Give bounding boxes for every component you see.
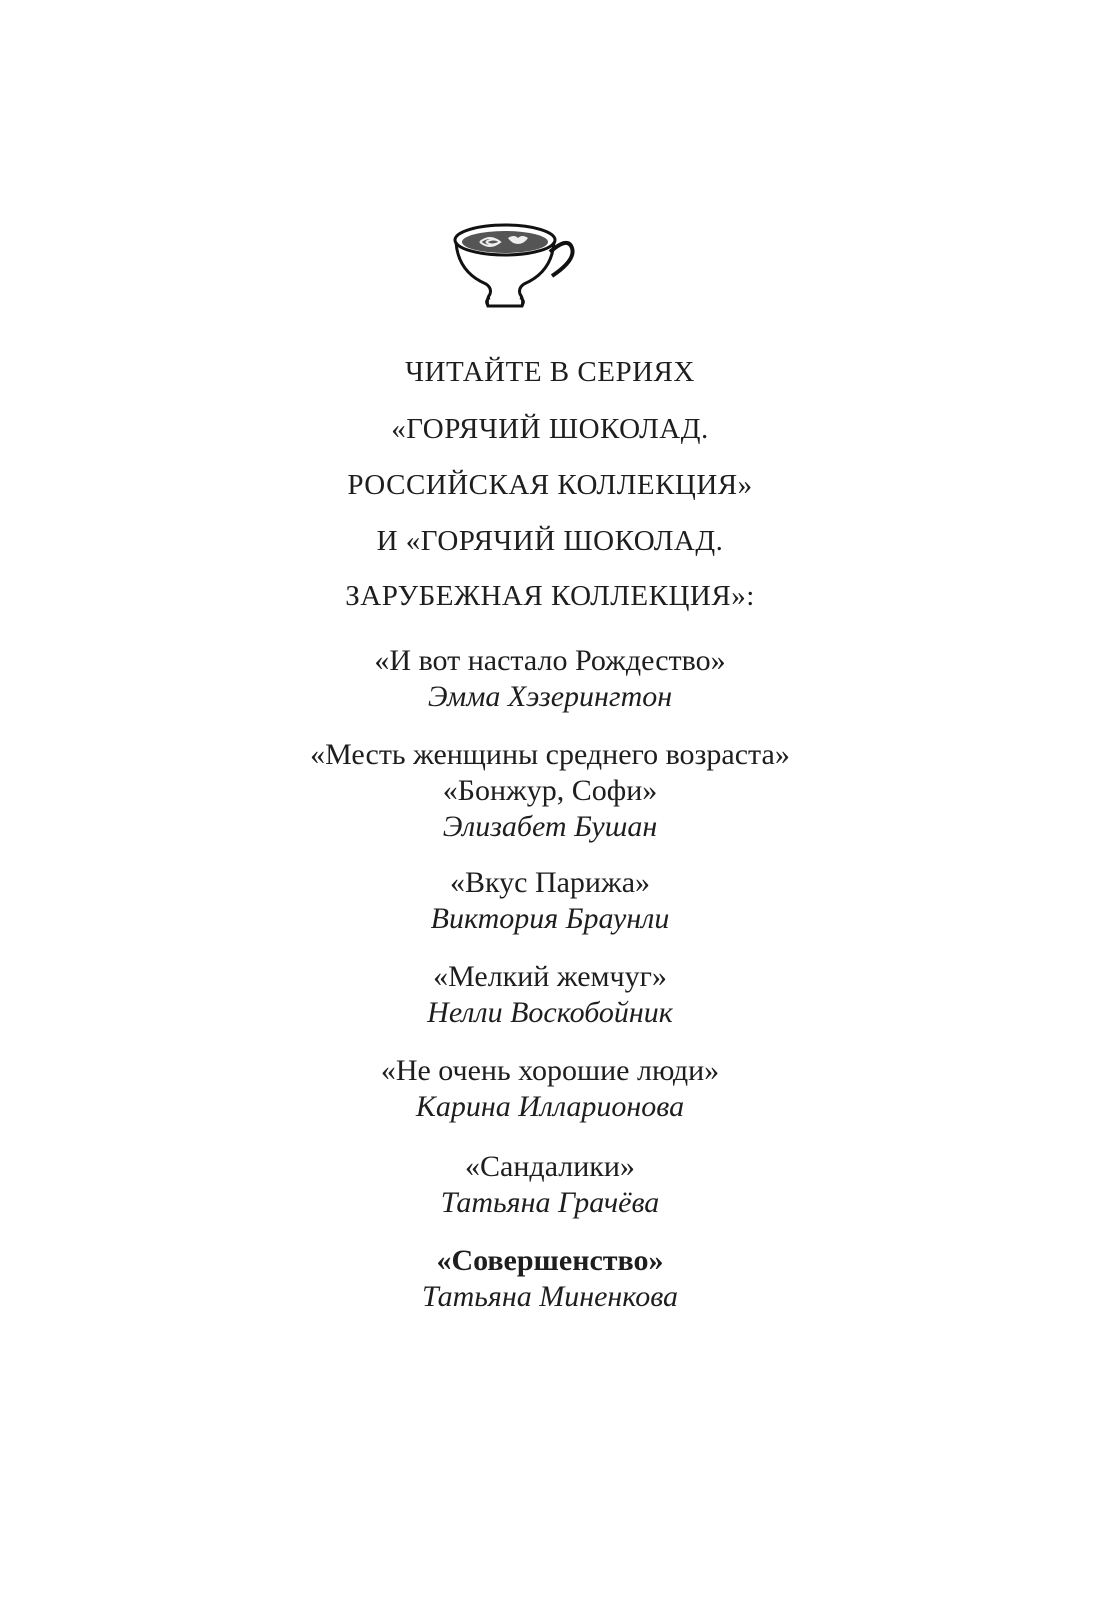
book-title: «И вот настало Рождество»: [374, 644, 726, 677]
book-title-highlighted: «Совершенство»: [436, 1244, 664, 1277]
series-heading-line: «ГОРЯЧИЙ ШОКОЛАД.: [391, 413, 709, 445]
book-author: Нелли Воскобойник: [427, 996, 673, 1029]
book-author: Эмма Хэзерингтон: [427, 680, 673, 713]
series-heading-line: РОССИЙСКАЯ КОЛЛЕКЦИЯ»: [347, 469, 753, 501]
series-heading-line: ЧИТАЙТЕ В СЕРИЯХ: [405, 356, 695, 388]
series-heading-line: ЗАРУБЕЖНАЯ КОЛЛЕКЦИЯ»:: [345, 580, 755, 612]
book-author: Татьяна Миненкова: [421, 1280, 679, 1313]
book-author: Виктория Браунли: [430, 902, 670, 935]
book-title: «Сандалики»: [465, 1150, 635, 1183]
book-title: «Вкус Парижа»: [449, 866, 651, 899]
book-title: «Бонжур, Софи»: [442, 774, 658, 807]
book-author: Карина Илларионова: [415, 1090, 685, 1123]
book-title: «Не очень хорошие люди»: [380, 1054, 720, 1087]
book-author: Элизабет Бушан: [442, 810, 658, 843]
series-heading-line: И «ГОРЯЧИЙ ШОКОЛАД.: [376, 525, 724, 557]
book-author: Татьяна Грачёва: [440, 1186, 660, 1219]
book-title: «Месть женщины среднего возраста»: [310, 738, 790, 771]
teacup-latte-icon: [450, 218, 580, 313]
book-title: «Мелкий жемчуг»: [433, 960, 667, 993]
